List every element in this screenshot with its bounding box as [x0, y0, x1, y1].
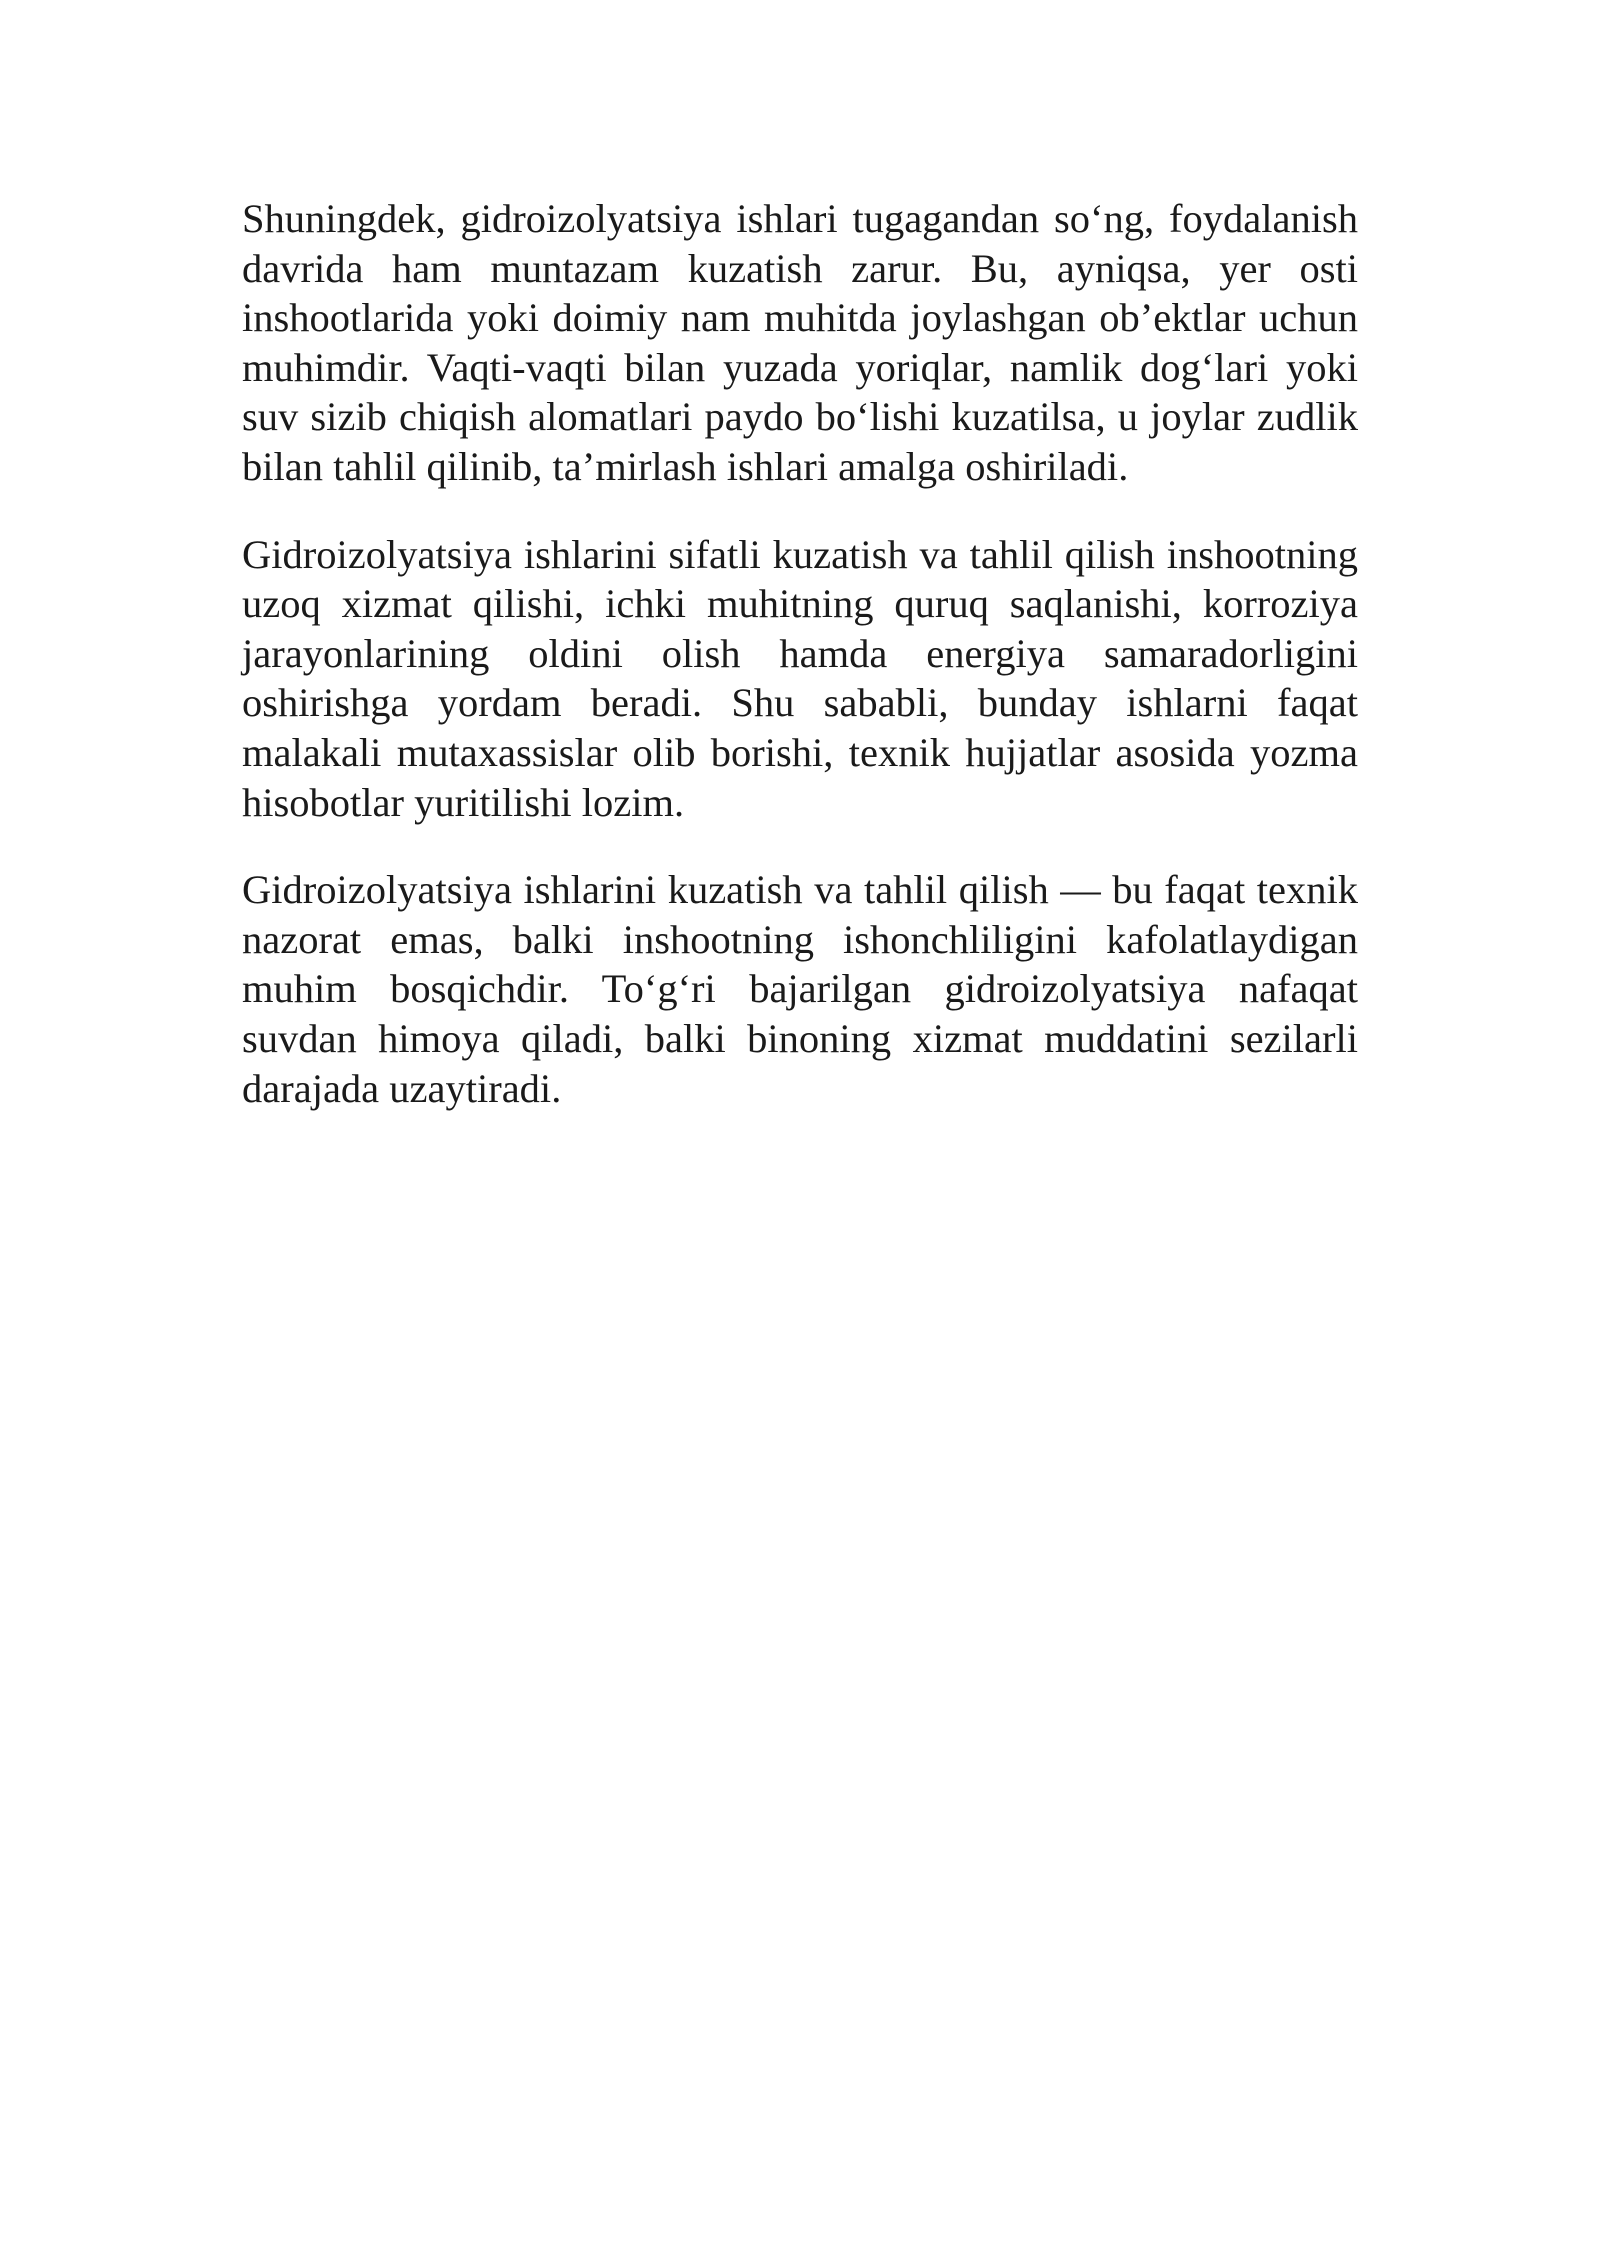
paragraph-3: Gidroizolyatsiya ishlarini kuzatish va tahlil qilish — bu faqat texnik nazorat emas, balki inshootning ishonchliligini kafolatlaydigan muhim bosqichdir. To‘g‘ri bajarilgan gidroizolyatsiya nafaqat suvdan himoya qiladi, balki binoning xizmat muddatini sezilarli darajada uzaytiradi.	[242, 867, 1358, 1111]
paragraph-1: Shuningdek, gidroizolyatsiya ishlari tugagandan so‘ng, foydalanish davrida ham muntazam kuzatish zarur. Bu, ayniqsa, yer osti inshootlarida yoki doimiy nam muhitda joylashgan ob’ektlar uchun muhimdir. Vaqti-vaqti bilan yuzada yoriqlar, namlik dog‘lari yoki suv sizib chiqish alomatlari paydo bo‘lishi kuzatilsa, u joylar zudlik bilan tahlil qilinib, ta’mirlash ishlari amalga oshiriladi.	[242, 196, 1358, 489]
document-body	[242, 194, 1358, 1151]
paragraph-2: Gidroizolyatsiya ishlarini sifatli kuzatish va tahlil qilish inshootning uzoq xizmat qilishi, ichki muhitning quruq saqlanishi, korroziya jarayonlarining oldini olish hamda energiya samaradorligini oshirishga yordam beradi. Shu sababli, bunday ishlarni faqat malakali mutaxassislar olib borishi, texnik hujjatlar asosida yozma hisobotlar yuritilishi lozim.	[242, 531, 1358, 825]
